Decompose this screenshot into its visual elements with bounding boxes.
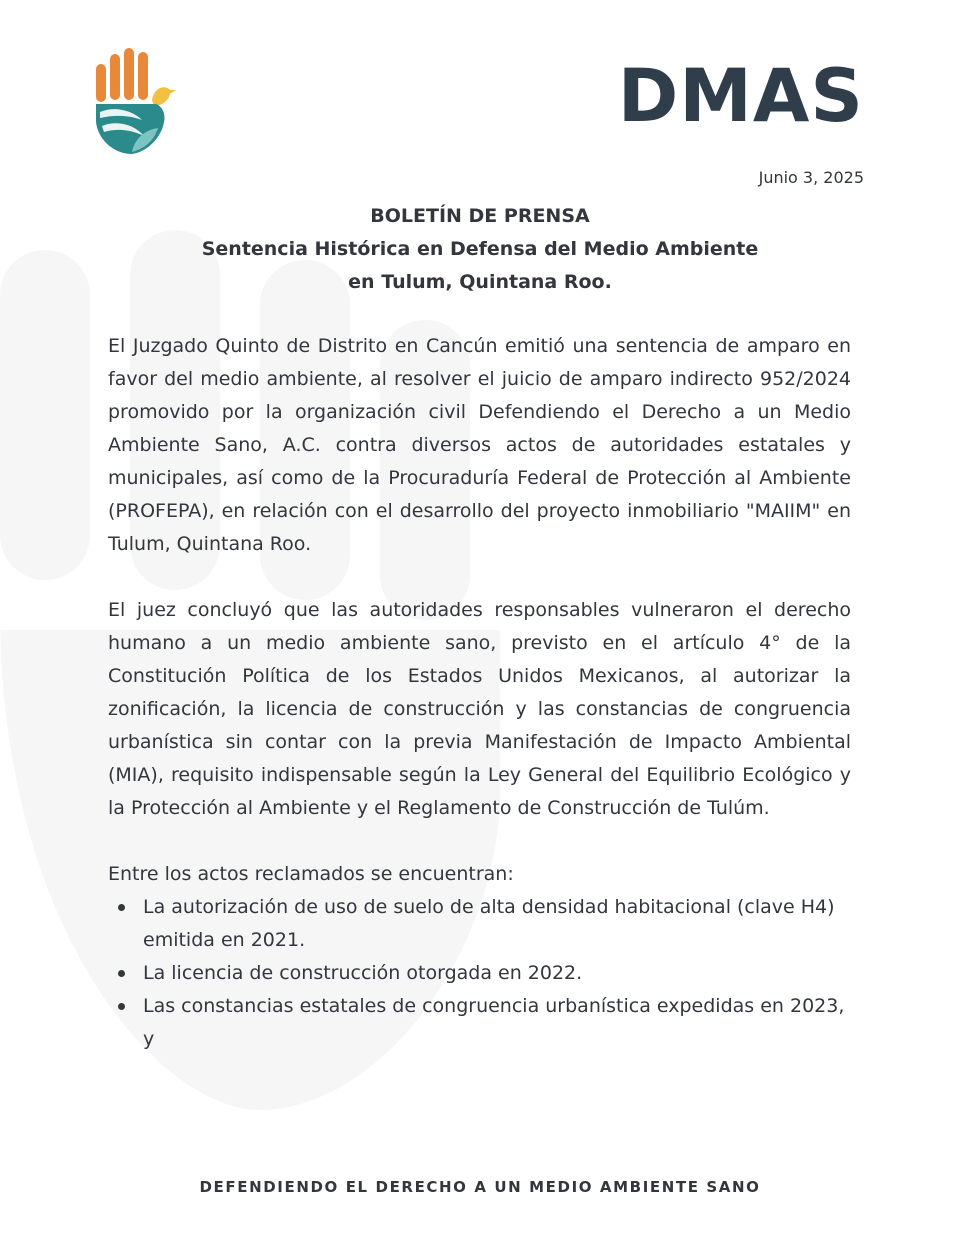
heading-title-line-2: en Tulum, Quintana Roo. xyxy=(348,271,612,293)
list-item: La autorización de uso de suelo de alta densidad habitacional (clave H4) emitida en 2021. xyxy=(143,891,851,957)
heading-label: BOLETÍN DE PRENSA xyxy=(370,205,590,227)
body-paragraph-1: El Juzgado Quinto de Distrito en Cancún emitió una sentencia de amparo en favor del medio ambiente, al resolver el juicio de amparo indirecto 952/2024 promovido por la organización civil Defendiendo el Derecho a un Medio Ambiente Sano, A.C. contra diversos actos de autoridades estatales y municipales, así como de la Procuraduría Federal de Protección al Ambiente (PROFEPA), en relación con el desarrollo del proyecto inmobiliario "MAIIM" en Tulum, Quintana Roo. xyxy=(108,335,851,555)
hand-leaf-logo-icon xyxy=(92,44,176,156)
list-item: Las constancias estatales de congruencia urbanística expedidas en 2023, y xyxy=(143,990,851,1056)
press-release-heading xyxy=(0,200,960,299)
claimed-acts-list xyxy=(108,891,851,1056)
body-paragraph-2: El juez concluyó que las autoridades responsables vulneraron el derecho humano a un medio ambiente sano, previsto en el artículo 4° de la Constitución Política de los Estados Unidos Mexicanos, al autorizar la zonificación, la licencia de construcción y las constancias de congruencia urbanística sin contar con la previa Manifestación de Impacto Ambiental (MIA), requisito indispensable según la Ley General del Equilibrio Ecológico y la Protección al Ambiente y el Reglamento de Construcción de Tulúm. xyxy=(108,599,851,819)
document-date: Junio 3, 2025 xyxy=(758,168,864,187)
document-body xyxy=(108,330,851,1056)
brand-wordmark: DMAS xyxy=(617,54,864,139)
list-item: La licencia de construcción otorgada en 2022. xyxy=(143,957,851,990)
list-intro: Entre los actos reclamados se encuentran: xyxy=(108,863,514,885)
heading-title-line-1: Sentencia Histórica en Defensa del Medio Ambiente xyxy=(201,238,759,260)
footer-tagline: DEFENDIENDO EL DERECHO A UN MEDIO AMBIENTE SANO xyxy=(199,1178,761,1196)
